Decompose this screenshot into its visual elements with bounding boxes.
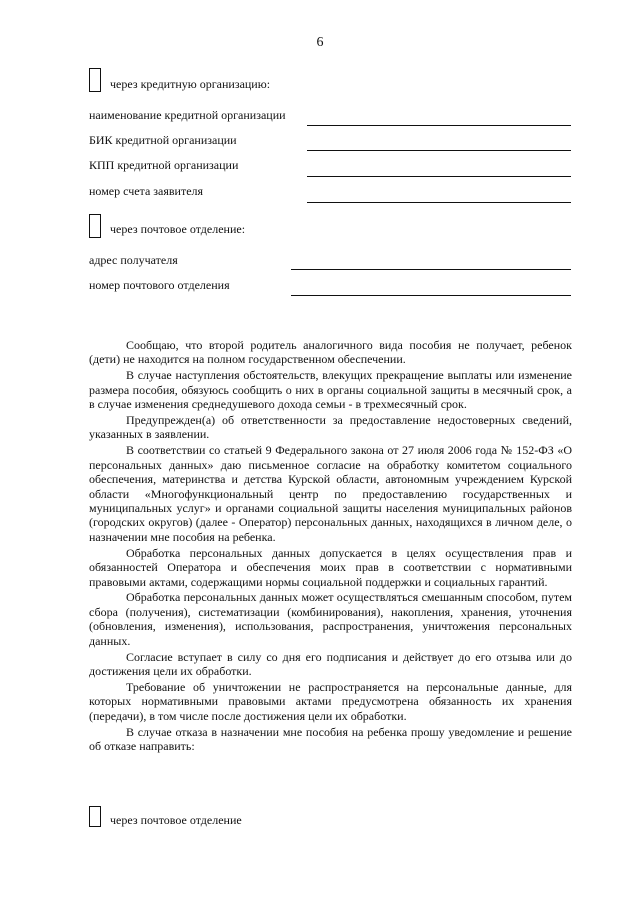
- applicant-account-field[interactable]: [307, 202, 571, 203]
- paragraph-destruction-requirement: Требование об уничтожении не распространяется на персональные данные, для которых нормативными правовыми актами предусмотрена обязанность их хранения (передачи), в том числе после достижения цели их обработки.: [89, 679, 572, 723]
- paragraph-consent-validity: Согласие вступает в силу со дня его подписания и действует до его отзыва или до достижения цели их обработки.: [89, 649, 572, 678]
- recipient-address-label: адрес получателя: [89, 253, 178, 267]
- credit-organization-checkbox[interactable]: [89, 68, 101, 92]
- statement-text: [89, 338, 572, 755]
- credit-org-bik-field[interactable]: [307, 150, 571, 151]
- paragraph-personal-data-consent: В соответствии со статьей 9 Федерального закона от 27 июля 2006 года № 152-ФЗ «О персональных данных» даю письменное согласие на обработку комитетом социального обеспечения, материнства и детства Курской области, автономным учреждением Курской области «Многофункциональный центр по предоставлению государственных и муниципальных услуг» и органами социальной защиты населения муниципальных районов (городских округов) (далее - Оператор) персональных данных, находящихся в личном деле, о назначении мне пособия на ребенка.: [89, 443, 572, 544]
- paragraph-notify-changes: В случае наступления обстоятельств, влекущих прекращение выплаты или изменение размера пособия, обязуюсь сообщить о них в органы социальной защиты в месячный срок, а в случае изменения среднедушевого дохода семьи - в трехмесячный срок.: [89, 368, 572, 412]
- credit-org-name-label: наименование кредитной организации: [89, 108, 286, 122]
- credit-org-name-field[interactable]: [307, 125, 571, 126]
- credit-org-kpp-label: КПП кредитной организации: [89, 158, 239, 172]
- post-office-checkbox[interactable]: [89, 214, 101, 238]
- post-office-number-label: номер почтового отделения: [89, 278, 230, 292]
- credit-org-kpp-field[interactable]: [307, 176, 571, 177]
- refusal-post-office-checkbox[interactable]: [89, 806, 101, 827]
- credit-organization-checkbox-label: через кредитную организацию:: [110, 77, 271, 91]
- refusal-post-office-checkbox-label: через почтовое отделение: [110, 813, 242, 827]
- paragraph-second-parent: Сообщаю, что второй родитель аналогичного вида пособия не получает, ребенок (дети) не находится на полном государственном обеспечении.: [89, 338, 572, 367]
- applicant-account-label: номер счета заявителя: [89, 184, 204, 198]
- paragraph-refusal-notification: В случае отказа в назначении мне пособия на ребенка прошу уведомление и решение об отказе направить:: [89, 724, 572, 753]
- paragraph-processing-method: Обработка персональных данных может осуществляться смешанным способом, путем сбора (получения), систематизации (комбинирования), накопления, хранения, уточнения (обновления, изменения), использования, распространения, уничтожения персональных данных.: [89, 590, 572, 648]
- post-office-number-field[interactable]: [291, 295, 571, 296]
- recipient-address-field[interactable]: [291, 269, 571, 270]
- paragraph-processing-purpose: Обработка персональных данных допускается в целях осуществления прав и обязанностей Оператора и обеспечения моих прав в соответствии с нормативными правовыми актами, содержащими нормы социальной поддержки и социальных гарантий.: [89, 545, 572, 589]
- page-number: 6: [316, 35, 324, 50]
- credit-org-bik-label: БИК кредитной организации: [89, 133, 237, 147]
- post-office-checkbox-label: через почтовое отделение:: [110, 222, 246, 236]
- paragraph-responsibility: Предупрежден(а) об ответственности за предоставление недостоверных сведений, указанных в заявлении.: [89, 413, 572, 442]
